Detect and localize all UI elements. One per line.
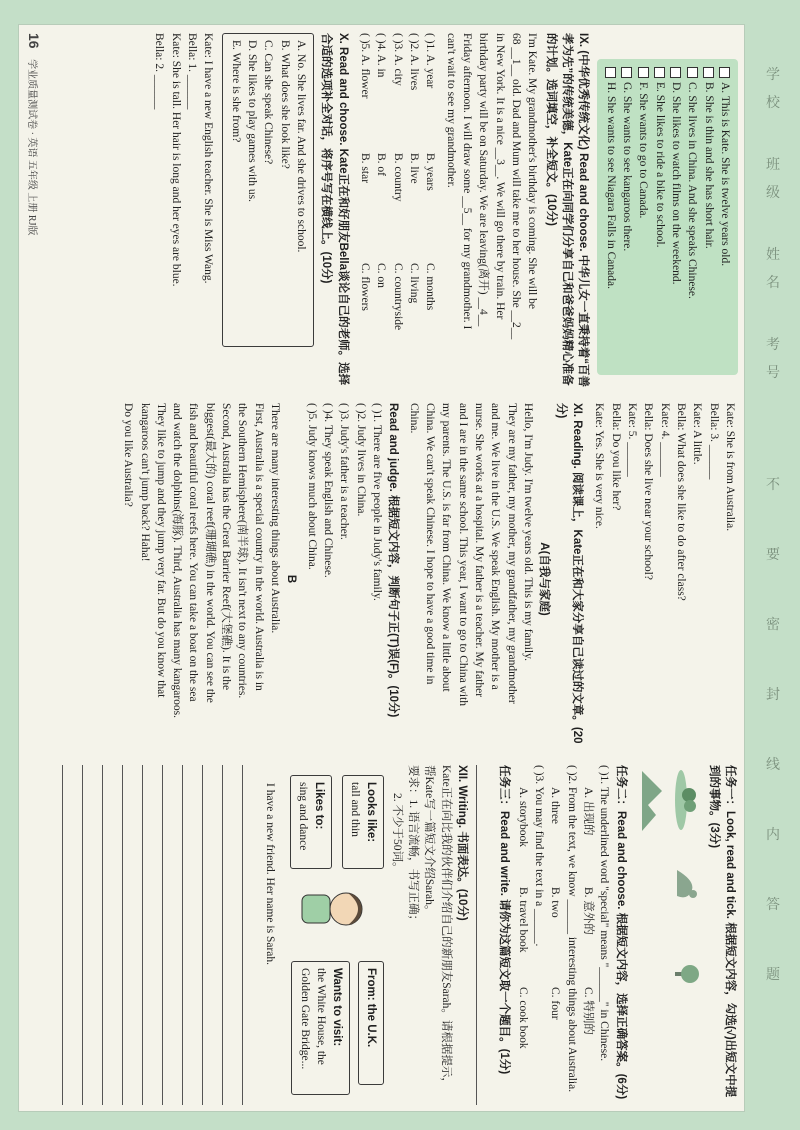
dialogue-line: Kate: I have a new English teacher. She is Miss Wang. [202,33,215,284]
q11-passage-a [405,403,536,755]
passage-line: the Southern Hemisphere(南半球). It isn't next to any countries. [236,403,249,699]
q12-instruction: Kate正在向比我的伙伴们介绍自己的新朋友Sarah。请根据提示，帮Kate写一篇短文介绍Sarah。 [423,765,452,1089]
margin-char: 名 [766,276,780,291]
margin-char: 封 [766,688,780,703]
tree-icon[interactable] [673,939,701,1009]
q10-dialogue-part1 [151,33,216,395]
writing-line[interactable] [102,765,122,1105]
choice-row[interactable]: ( )3. A. city B. country C. countryside [391,33,404,331]
checkbox-icon[interactable] [703,67,714,78]
dialogue-line: Bella: Does she live near your school? [642,403,655,580]
writing-line[interactable] [142,765,162,1105]
margin-char: 姓 [766,248,780,263]
margin-char: 答 [766,898,780,913]
passage-line: Do you like Australia? [122,403,135,507]
dialogue-line: Bella: Do you like her? [609,403,622,511]
passage-line: There are many interesting things about Australia. [269,403,282,634]
dialogue-line[interactable]: Bella: 2. ______ [153,33,166,110]
q12-title: XII. Writing. 书面表达。(10分) [456,765,469,921]
passage-line: in New York. It is a nice __3__. We will go there by train. Her [493,33,506,320]
dialogue-line[interactable]: Bella: 3. ______ [707,403,720,480]
looks-like-box: Looks like: tall and thin [342,775,385,869]
column-left [19,33,744,395]
option-item: C. Can she speak Chinese? [262,40,275,165]
q9-options-box [597,59,738,375]
q10-options-box [222,33,314,347]
margin-char: 密 [766,618,780,633]
passage-line: I'm Kate. My grandmother's birthday is coming. She will be [526,33,539,309]
task2-questions [514,765,612,1105]
margin-char: 内 [766,828,780,843]
passage-line: and me. We live in the U.S. We speak English. My mother is a [489,403,502,690]
writing-line[interactable] [82,765,102,1105]
checkbox-icon[interactable] [638,67,649,78]
task1-title: 任务一：Look, read and tick. 根据短文内容，勾选(√)出短文中提到的事物。(3分) [707,765,736,1098]
margin-char: 要 [766,548,780,563]
margin-char: 题 [766,968,780,983]
passage-line: China. We can't speak Chinese. I hope to have a good time in [424,403,437,685]
passage-line: Hello, I'm Judy. I'm twelve years old. This is my family. [522,403,535,661]
column-middle [19,403,744,755]
choice-row[interactable]: ( )1. A. year B. years C. months [424,33,437,311]
rotated-content [19,25,744,1111]
writing-line[interactable] [182,765,202,1105]
option-item: A. This is Kate. She is twelve years old. [717,67,733,367]
choice-row[interactable]: ( )2. A. lives B. live C. living [408,33,421,304]
margin-char: 不 [766,478,780,493]
option-item: D. She likes to play games with us. [246,40,259,202]
dialogue-line: Bella: What does she like to do after class? [675,403,688,601]
checkbox-icon[interactable] [719,67,730,78]
margin-char: 校 [766,96,780,111]
passage-line: my parents. The U.S. is far from China. We know a little about [440,403,453,692]
girl-avatar-icon [298,877,370,941]
column-right [19,765,744,1105]
passage-line: fish and beautiful coral reefs here. You can take a boat on the sea [187,403,200,702]
mountain-icon[interactable] [640,765,668,835]
passage-line: birthday party will be on Saturday. We are leaving(离开) __4__ [477,33,490,327]
margin-char: 考 [766,338,780,353]
option-item: A. No. She lives far. And she drives to school. [295,40,308,253]
page-sheet [18,24,745,1112]
writing-line[interactable] [62,765,82,1105]
checkbox-icon[interactable] [621,67,632,78]
island-icon[interactable] [673,765,701,835]
dialogue-line: Kate: A little. [691,403,704,465]
task3-title: 任务三：Read and write. 请你为这篇短文取一个题目。(1分) [498,765,511,1075]
passage-line: and I are in the same school. This year, I want to go to China with [456,403,469,707]
judge-item[interactable]: ( )1. There are five people in Judy's family. [371,403,384,601]
choice-row[interactable]: ( )4. A. in B. of C. on [375,33,388,288]
judge-item[interactable]: ( )3. Judy's father is a teacher. [338,403,351,540]
option-item: E. Where is she from? [229,40,242,143]
q9-title: IX. (中华优秀传统文化) Read and choose. 中华儿女一直秉持着“百善孝为先”的传统美德，Kate正在向同学们分享自己和爸爸妈妈精心准备的计划。选词填空，补全短文。(10分) [544,33,590,387]
option-item: C. She lives in China. And she speaks Chinese. [684,67,700,367]
sarah-profile [280,765,384,1105]
judge-item[interactable]: ( )5. Judy knows much about China. [305,403,318,570]
writing-line[interactable] [162,765,182,1105]
task3-answer-line[interactable] [476,765,496,1105]
choice-row[interactable]: ( )5. A. flower B. star C. flowers [359,33,372,311]
writing-line[interactable] [122,765,142,1105]
passage-line: kangaroos can't jump back? Haha! [138,403,151,562]
passage-line: biggest(最大的) coral reef(珊瑚礁) in the world. You can see the [203,403,216,703]
option-item: D. She likes to watch films on the weekend. [668,67,684,367]
q10-dialogue-part2 [591,403,738,755]
checkbox-icon[interactable] [654,67,665,78]
judge-list [303,403,385,755]
option-item: F. She wants to go to Canada. [635,67,651,367]
dialogue-line: Kate: She is tall. Her hair is long and her eyes are blue. [169,33,182,287]
judge-item[interactable]: ( )4. They speak English and Chinese. [322,403,335,578]
q9-choices [357,33,439,395]
dialogue-line[interactable]: Kate: 5. ______ [626,403,639,477]
task2-title: 任务二：Read and choose. 根据短文内容，选择正确答案。(6分) [614,765,627,1100]
checkbox-icon[interactable] [605,67,616,78]
option-item: B. She is thin and she has short hair. [700,67,716,367]
margin-char: 学 [766,68,780,83]
margin-char: 线 [766,758,780,773]
series-title: 学业质量测试卷 · 英语 五年级 上册 RJ版 [25,59,37,236]
margin-char: 号 [766,366,780,381]
checkbox-icon[interactable] [670,67,681,78]
likes-to-box: Likes to: sing and dance [290,775,333,869]
writing-line[interactable] [202,765,222,1105]
writing-start: I have a new friend. Her name is Sarah. [264,783,277,966]
question-text[interactable]: ( )1. The underlined word "special" means "______" in Chinese. [598,765,611,1062]
dialogue-line: Kate: She is from Australia. [724,403,736,532]
writing-line[interactable] [222,765,242,1105]
option-item: G. She wants to see kangaroos there. [619,67,635,367]
q11-title: XI. Reading. 阅读课上，Kate正在和大家分享自己读过的文章。(20分) [554,403,584,744]
passage-line: 68 __1__ old. Dad and Mum will take me to her house. She __2__ [510,33,523,340]
binding-margin [752,24,794,1110]
passage-line: Friday afternoon. I will draw some __5__ for my grandmother. I [461,33,474,330]
answer-row: A. storybook B. travel book C. cook book [516,787,529,1049]
page-number: 16 [25,33,42,49]
passage-line: China. [407,403,420,434]
from-box: From: the U.K. [358,961,384,1085]
question-text[interactable]: ( )2. From the text, we know ______ interesting things about Australia. [565,765,578,1093]
passage-line: nurse. She works at a hospital. My father is a teacher. My father [473,403,486,698]
task1-pictures [635,765,702,1105]
writing-lines[interactable] [62,765,262,1105]
passage-a-heading: A(自我与家庭) [538,542,551,616]
writing-line[interactable] [242,765,262,1105]
answer-row: A. three B. two C. four [549,787,562,1020]
option-item: E. She likes to ride a bike to school. [651,67,667,367]
q12-requirement: 2. 不少于50词。 [390,793,403,874]
passage-line: can't wait to see my grandmother. [444,33,457,188]
passage-line: They are my father, my mother, my grandfather, my grandmother [505,403,518,704]
option-item: H. She wants to see Niagara Falls in Canada. [602,67,618,367]
passage-line: Second, Australia has the Great Barrier Reef(大堡礁). It is the [220,403,233,691]
passage-b-heading: B [285,574,298,584]
dialogue-line[interactable]: Kate: 4. ______ [658,403,671,477]
judge-title: Read and judge. 根据短文内容，判断句子正(T)误(F)。(10分) [387,403,400,718]
checkbox-icon[interactable] [687,67,698,78]
wants-to-visit-box: Wants to visit: the White House, the Golden Gate Bridge... [291,961,350,1095]
dialogue-line[interactable]: Bella: 1. ______ [186,33,199,110]
option-item: B. What does she look like? [278,40,291,169]
q12-requirement: 要求：1. 语言流畅，书写正确； [407,765,420,926]
question-text[interactable]: ( )3. You may find the text in a ______. [533,765,546,947]
passage-line: and watch the dolphins(海豚). Third, Australia has many kangaroos. [171,403,184,719]
kangaroo-icon[interactable] [673,852,701,922]
footer [23,33,43,235]
passage-line: They like to jump and they jump very far. But do you know that [154,403,167,698]
dialogue-line: Kate: Yes. She is very nice. [593,403,606,529]
q9-passage [442,33,540,395]
margin-char: 班 [766,158,780,173]
passage-line: First, Australia is a special country in the world. Australia is in [252,403,265,691]
q11-passage-b [120,403,283,755]
judge-item[interactable]: ( )2. Judy lives in China. [354,403,367,517]
q10-title: X. Read and choose. Kate正在和好朋友Bella谈论自己的老师。选择合适的选项补全对话，将序号写在横线上。(10分) [320,33,349,386]
answer-row: A. 出现的 B. 意外的 C. 特别的 [582,787,595,1035]
margin-char: 级 [766,186,780,201]
